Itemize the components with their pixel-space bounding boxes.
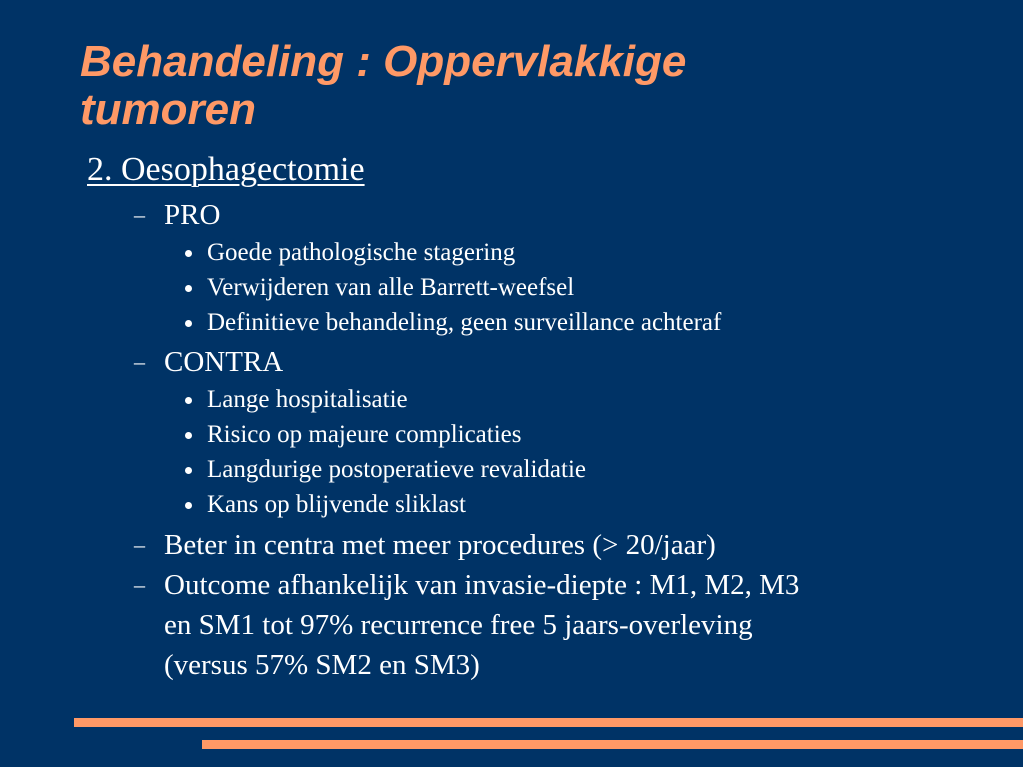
pro-label: PRO	[164, 199, 221, 231]
pro-bullet-2	[207, 272, 574, 304]
bullet-dot	[185, 397, 192, 404]
pro-item	[134, 195, 221, 235]
outcome-item	[134, 565, 800, 685]
accent-bar-bottom	[202, 740, 1023, 749]
contra-bullet-4	[207, 489, 466, 521]
contra-bullet-3	[207, 454, 586, 486]
bullet-dot	[185, 467, 192, 474]
bullet-text: Risico op majeure complicaties	[207, 421, 522, 448]
centers-item	[134, 525, 716, 565]
bullet-dot	[185, 432, 192, 439]
bullet-dot	[185, 320, 192, 327]
outcome-line-3: (versus 57% SM2 en SM3)	[164, 649, 480, 681]
centers-text: Beter in centra met meer procedures (> 20/jaar)	[164, 529, 716, 561]
dash-bullet: –	[134, 572, 145, 597]
slide-title-line-2: tumoren	[80, 85, 256, 134]
bullet-text: Langdurige postoperatieve revalidatie	[207, 456, 587, 483]
contra-bullet-1	[207, 384, 408, 416]
outcome-line-1: Outcome afhankelijk van invasie-diepte : M1, M2, M3	[164, 569, 800, 601]
dash-bullet: –	[134, 202, 145, 227]
bullet-text: Kans op blijvende sliklast	[207, 491, 466, 518]
bullet-dot	[185, 502, 192, 509]
bullet-text: Definitieve behandeling, geen surveillance achteraf	[207, 309, 722, 336]
section-heading: 2. Oesophagectomie	[87, 151, 365, 188]
bullet-text: Goede pathologische stagering	[207, 239, 516, 266]
dash-bullet: –	[134, 349, 145, 374]
slide-title	[80, 38, 980, 134]
contra-label: CONTRA	[164, 346, 284, 378]
dash-bullet: –	[134, 532, 145, 557]
pro-bullet-1	[207, 237, 515, 269]
slide-title-line-1: Behandeling : Oppervlakkige	[80, 37, 687, 86]
pro-bullet-3	[207, 307, 721, 339]
accent-bar-top	[74, 718, 1023, 727]
bullet-text: Lange hospitalisatie	[207, 386, 408, 413]
bullet-dot	[185, 250, 192, 257]
contra-bullet-2	[207, 419, 522, 451]
bullet-text: Verwijderen van alle Barrett-weefsel	[207, 274, 575, 301]
contra-item	[134, 342, 284, 382]
bullet-dot	[185, 285, 192, 292]
outcome-line-2: en SM1 tot 97% recurrence free 5 jaars-overleving	[164, 609, 753, 641]
